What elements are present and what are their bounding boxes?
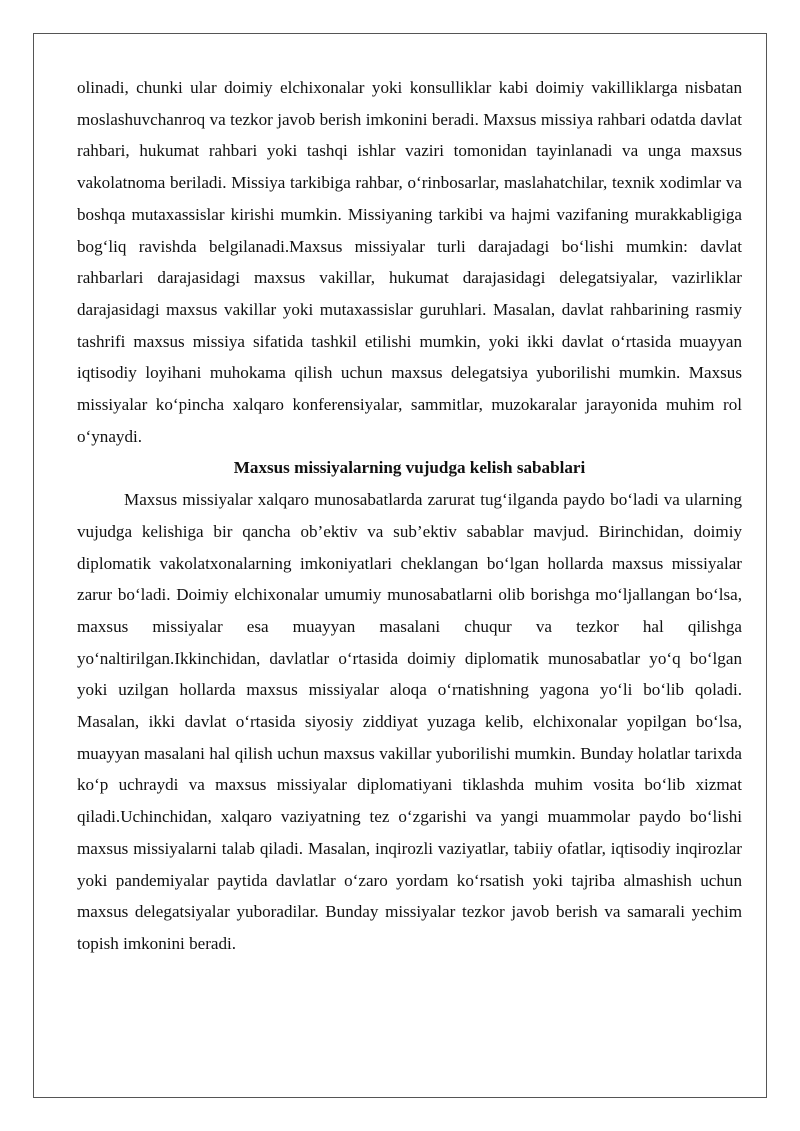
paragraph-1: olinadi, chunki ular doimiy elchixonalar yoki konsulliklar kabi doimiy vakilliklarga nisbatan moslashuvchanroq va tezkor javob berish imkonini beradi. Maxsus missiya rahbari odatda davlat rahbari, hukumat rahbari yoki tashqi ishlar vaziri tomonidan tayinlanadi va unga maxsus vakolatnoma beriladi. Missiya tarkibiga rahbar, o‘rinbosarlar, maslahatchilar, texnik xodimlar va boshqa mutaxassislar kirishi mumkin. Missiyaning tarkibi va hajmi vazifaning murakkabligiga bog‘liq ravishda belgilanadi.Maxsus missiyalar turli darajadagi bo‘lishi mumkin: davlat rahbarlari darajasidagi maxsus vakillar, hukumat darajasidagi delegatsiyalar, vazirliklar darajasidagi maxsus vakillar yoki mutaxassislar guruhlari. Masalan, davlat rahbarining rasmiy tashrifi maxsus missiya sifatida tashkil etilishi mumkin, yoki ikki davlat o‘rtasida muayyan iqtisodiy loyihani muhokama qilish uchun maxsus delegatsiya yuborilishi mumkin. Maxsus missiyalar ko‘pincha xalqaro konferensiyalar, sammitlar, muzokaralar jarayonida muhim rol o‘ynaydi. — [77, 78, 742, 446]
document-body — [77, 72, 742, 960]
section-heading: Maxsus missiyalarning vujudga kelish sabablari — [233, 458, 586, 478]
paragraph-2: Maxsus missiyalar xalqaro munosabatlarda zarurat tug‘ilganda paydo bo‘ladi va ularning vujudga kelishiga bir qancha ob’ektiv va sub’ektiv sabablar mavjud. Birinchidan, doimiy diplomatik vakolatxonalarning imkoniyatlari cheklangan bo‘lgan hollarda maxsus missiyalar zarur bo‘ladi. Doimiy elchixonalar umumiy munosabatlarni olib borishga mo‘ljallangan bo‘lsa, maxsus missiyalar esa muayyan masalani chuqur va tezkor hal qilishga yo‘naltirilgan.Ikkinchidan, davlatlar o‘rtasida doimiy diplomatik munosabatlar yo‘q bo‘lgan yoki uzilgan hollarda maxsus missiyalar aloqa o‘rnatishning yagona yo‘li bo‘lib qoladi. Masalan, ikki davlat o‘rtasida siyosiy ziddiyat yuzaga kelib, elchixonalar yopilgan bo‘lsa, muayyan masalani hal qilish uchun maxsus vakillar yuborilishi mumkin. Bunday holatlar tarixda ko‘p uchraydi va maxsus missiyalar diplomatiyani tiklashda muhim vosita bo‘lib xizmat qiladi.Uchinchidan, xalqaro vaziyatning tez o‘zgarishi va yangi muammolar paydo bo‘lishi maxsus missiyalarni talab qiladi. Masalan, inqirozli vaziyatlar, tabiiy ofatlar, iqtisodiy inqirozlar yoki pandemiyalar paytida davlatlar o‘zaro yordam ko‘rsatish yoki tajriba almashish uchun maxsus delegatsiyalar yuboradilar. Bunday missiyalar tezkor javob berish va samarali yechim topish imkonini beradi. — [77, 490, 742, 953]
